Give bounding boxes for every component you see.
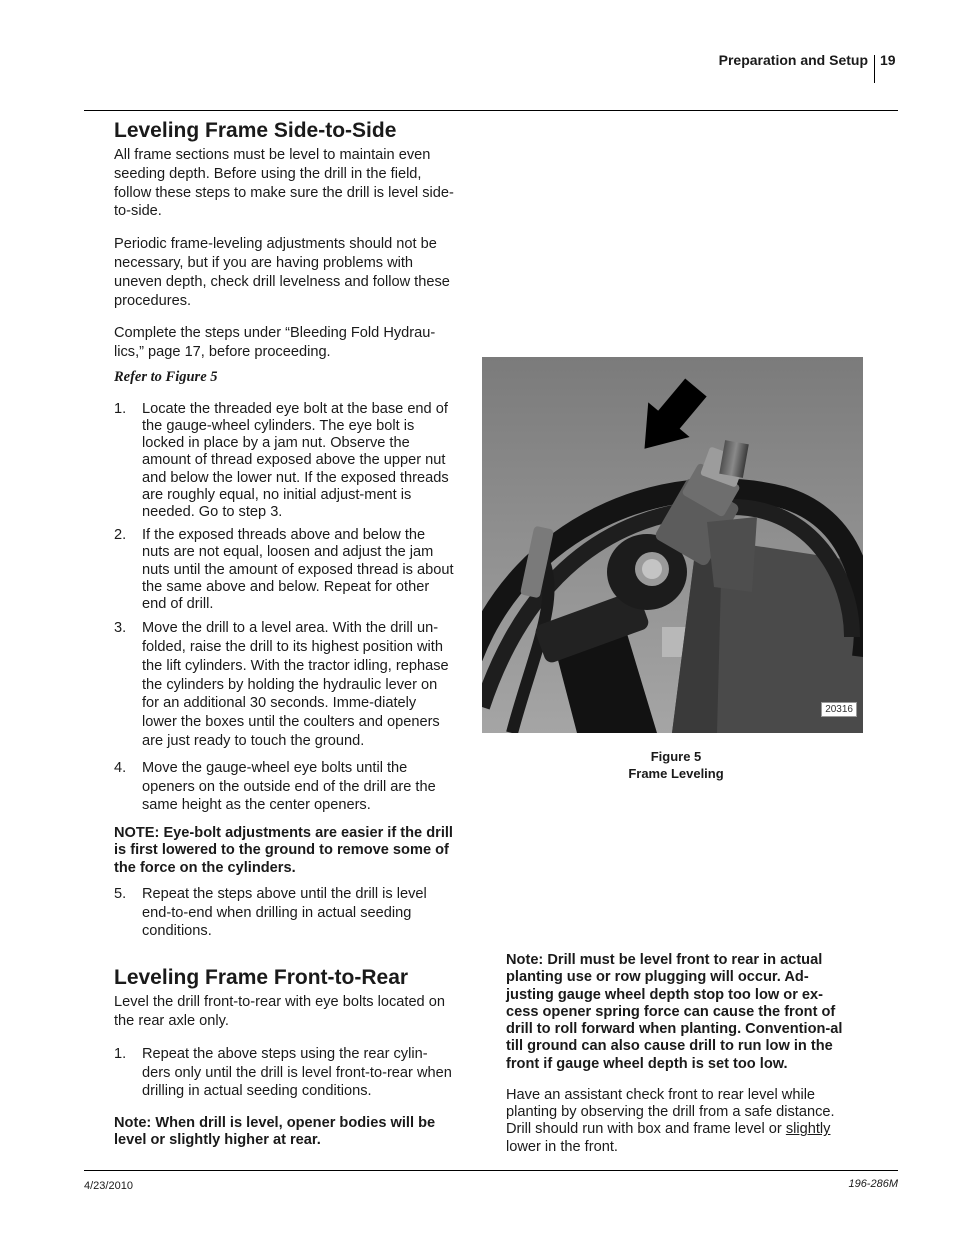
step-text: If the exposed threads above and below the nuts are not equal, loosen and adjust the jam nuts until the amount of exposed thread is about the same above and below. Repeat for other end of drill. (142, 527, 454, 612)
figure-number: Figure 5 (650, 749, 702, 764)
left-column (114, 118, 454, 1158)
bottom-rule (84, 1170, 898, 1171)
figure-caption (482, 748, 870, 782)
paragraph (506, 1087, 852, 1156)
section-heading-front-to-rear: Leveling Frame Front-to-Rear (114, 966, 409, 990)
step-text: Move the drill to a level area. With the drill un-folded, raise the drill to its highest position with the lift cylinders. With the tractor idling, rephase the cylinders by holding the hydraulic lever on for an additional 30 seconds. Imme-diately lower the boxes until the coulters and openers are just ready to touch the ground. (142, 620, 449, 749)
paragraph: Level the drill front-to-rear with eye bolts located on the rear axle only. (114, 994, 445, 1029)
paragraph: Periodic frame-leveling adjustments should not be necessary, but if you are having problems with uneven depth, check drill levelness and follow these procedures. (114, 236, 450, 309)
hydraulic-cylinder-illustration (482, 357, 863, 733)
running-header-title: Preparation and Setup (718, 52, 868, 68)
header-divider (874, 55, 875, 83)
steps-list-front-rear (114, 1045, 454, 1101)
list-item (114, 401, 454, 521)
paragraph: All frame sections must be level to maintain even seeding depth. Before using the drill in the field, follow these steps to make sure the drill is level side-to-side. (114, 147, 454, 220)
photo-id-label: 20316 (821, 702, 857, 717)
list-item (114, 885, 454, 941)
right-column (506, 952, 852, 1170)
underlined-word: slightly (785, 1121, 831, 1138)
figure-reference: Refer to Figure 5 (114, 368, 218, 385)
paragraph-text-end: lower in the front. (506, 1138, 618, 1155)
list-item (114, 619, 454, 751)
page-number: 19 (880, 52, 896, 68)
paragraph: Complete the steps under “Bleeding Fold Hydrau-lics,” page 17, before proceeding. (114, 325, 436, 361)
figure-photo (482, 357, 863, 733)
top-rule (84, 110, 898, 111)
step-number: 2. (114, 527, 127, 544)
step-number: 4. (114, 759, 127, 776)
paragraph-text: Have an assistant check front to rear level while planting by observing the drill from a safe distance. Drill should run with box and frame level or (506, 1087, 835, 1138)
note-front-to-rear: Note: Drill must be level front to rear in actual planting use or row plugging will occur. Ad-justing gauge wheel depth stop too low or ex-cess opener spring force can cause the front of drill to roll forward when planting. Convention-al till ground can also cause drill to run low in the front if gauge wheel depth is set too low. (506, 952, 843, 1072)
note-eye-bolt: NOTE: Eye-bolt adjustments are easier if the drill is first lowered to the ground to remove some of the force on the cylinders. (114, 825, 453, 876)
steps-list (114, 401, 454, 815)
step-number: 1. (114, 400, 127, 417)
footer-date: 4/23/2010 (84, 1180, 133, 1192)
steps-list-continued (114, 885, 454, 941)
list-item (114, 1045, 454, 1101)
section-heading-side-to-side: Leveling Frame Side-to-Side (114, 119, 397, 142)
footer-document-number: 196-286M (848, 1178, 898, 1190)
step-text: Repeat the steps above until the drill is level end-to-end when drilling in actual seeding conditions. (142, 885, 427, 940)
step-text: Locate the threaded eye bolt at the base end of the gauge-wheel cylinders. The eye bolt is locked in place by a jam nut. Observe the amount of thread exposed above the upper nut and below the lower nut. If the exposed threads are roughly equal, no initial adjust-ment is needed. Go to step 3. (142, 400, 449, 520)
list-item (114, 527, 454, 613)
note-opener-bodies: Note: When drill is level, opener bodies will be level or slightly higher at rear. (114, 1115, 436, 1149)
step-number: 3. (114, 620, 127, 637)
list-item (114, 759, 454, 815)
step-number: 5. (114, 885, 127, 902)
step-text: Move the gauge-wheel eye bolts until the openers on the outside end of the drill are the same height as the center openers. (142, 759, 436, 814)
step-text: Repeat the above steps using the rear cylin-ders only until the drill is level front-to-rear when drilling in actual seeding conditions. (142, 1045, 452, 1100)
figure-title: Frame Leveling (628, 766, 724, 781)
step-number: 1. (114, 1045, 127, 1062)
